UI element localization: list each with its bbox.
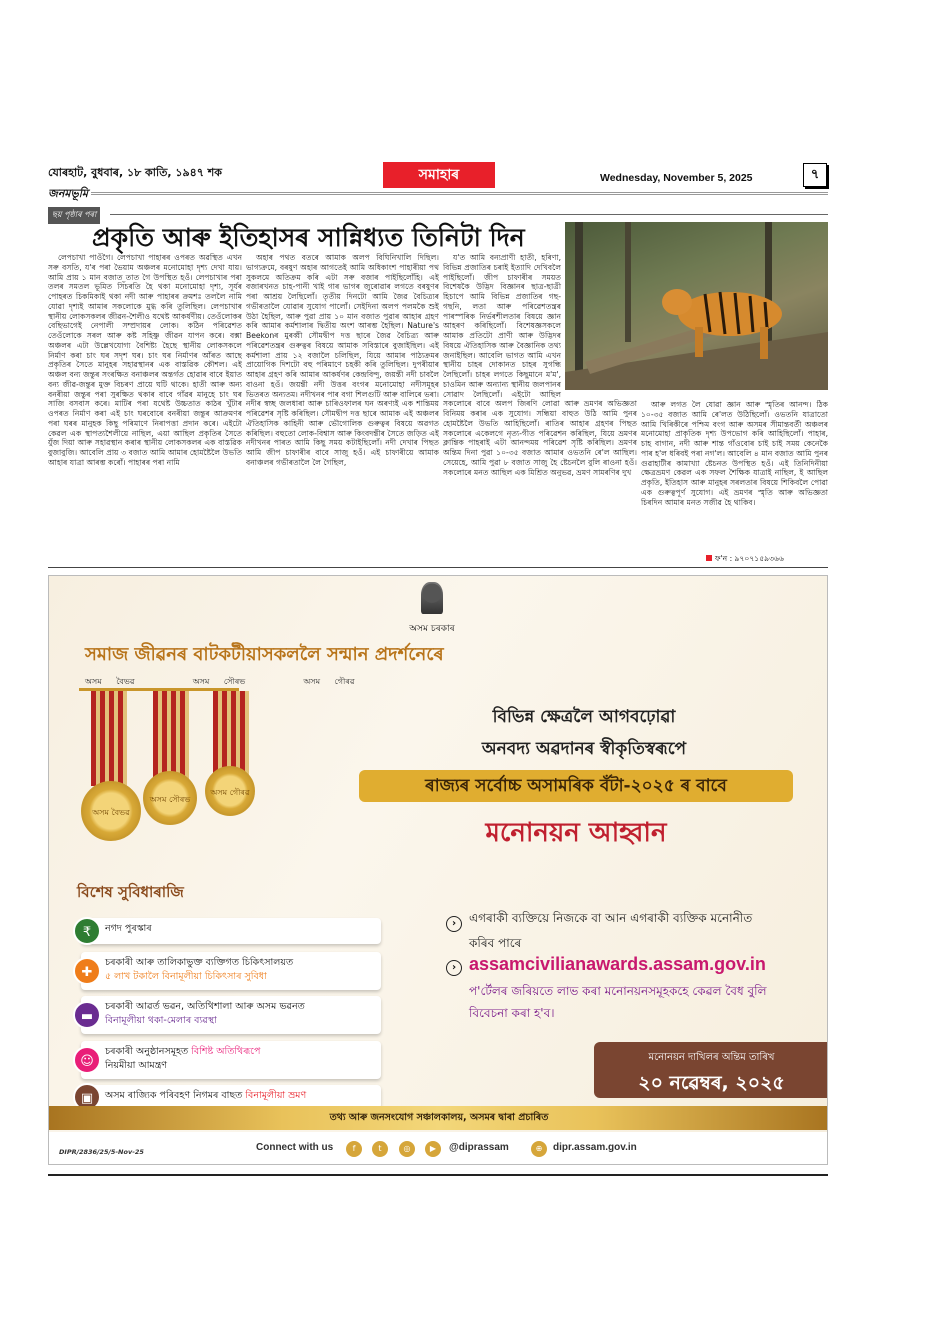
dipr-website-link[interactable]: dipr.assam.gov.in [553,1142,637,1153]
instagram-icon[interactable]: ◎ [399,1141,415,1157]
nominate-text: এগৰাকী ব্যক্তিয়ে নিজকে বা আন এগৰাকী ব্যক্তিক মনোনীত কৰিব পাৰে [469,911,753,950]
civilian-awards-advertisement [48,575,828,1165]
header-rule [48,192,828,195]
benefit-item [81,1041,381,1079]
benefit-text: নগদ পুৰস্কাৰ [105,923,152,934]
author-phone [706,553,784,566]
nomination-call: মনোনয়ন আহ্বান [485,818,667,848]
benefit-text: চৰকাৰী আৰু তালিকাভুক্ত ব্যক্তিগত চিকিৎসালয়ত [105,957,294,968]
awards-website-link[interactable]: assamcivilianawards.assam.gov.in [469,954,766,974]
continued-tag: ছয় পৃষ্ঠাৰ পৰা [48,207,100,224]
benefit-highlight: বিনামূলীয়া ভ্ৰমণ [245,1090,307,1101]
deadline-box [594,1042,828,1098]
benefit-highlight: বিনামূলীয়া থকা-মেলাৰ ব্যৱস্থা [105,1015,217,1026]
article-column-4 [641,400,828,552]
column-text: অহাৰ পথত বতৰে আমাক অলপ বিঘিনিখালি দিছিল। ভাগ্যক্ৰমে, বৰষুণ অহাৰ আগতেই আমি অধিকাংশ পাহাৰীয়া পথ সুকলমে অতিক্ৰম কৰি এটা সৰু বজাৰ পাইছিলোঁহি। এই বজাৰখনত চাহ-পানী খাই গাৰ ভাগৰ জুৰোৱাৰ লগতে বৰষুণৰ পৰা আশ্ৰয় লৈছিলোঁ। তৃতীয় দিনটো আমি জৈৱ বৈচিত্ৰ্যৰ গভীৰতালৈ যোৱাৰ সুযোগ পালোঁ। সেইদিনা অলপ পলমকৈ শুই উঠা হৈছিল, আৰু পুৱা প্ৰায় ১০ মান বজাত পুৱাৰ আহাৰ গ্ৰহণ কৰি আমাৰ কৰ্মশালাৰ দ্বিতীয় অংশ আৰম্ভ হৈছিল। Nature's Beekonৰ মুৰব্বী সৌমদ্বীপ দত্ত ছাৰে জৈৱ বৈচিত্ৰ্য আৰু পৰিৱেশতন্ত্ৰৰ গুৰুত্বৰ বিষয়ে আমাক সবিস্তাৰে বুজাইছিল। এই কৰ্মশালা প্ৰায় ১২ বজালৈ চলিছিল, যিয়ে আমাৰ পাঠ্যক্ৰমৰ প্ৰায়োগিক দিশটো বহু পৰিমাণে চহকী কৰি তুলিছিল। দুপৰীয়াৰ আহাৰ গ্ৰহণ কৰি আমাৰ আকৰ্ষণৰ কেন্দ্ৰবিন্দু, জয়ন্তী নদী চাবলৈ বাওনা হওঁ। জয়ন্তী নদী উত্তৰ বংগৰ মনোমোহা নদীসমূহৰ ভিতৰত অন্যতম। নদীখনৰ পাৰ বগা শিলগুটি আৰু বালিৰে ভৰা। নদীৰ স্বচ্ছ জলধাৰা আৰু চাৰিওফালৰ ঘন অৰণ্যই এক শান্তিময় পৰিৱেশৰ সৃষ্টি কৰিছিল। সৌমদ্বীপ দত্ত ছাৰে আমাক এই অঞ্চলৰ ঐতিহাসিক কাহিনী আৰু ভৌগোলিক গুৰুত্বৰ বিষয়ে অৱগত কৰিছিল। বহুতো লোক-বিশ্বাস আৰু কিংবদন্তীৰ সৈতে জড়িত এই নদীখনৰ পাৰত আমি কিছু সময় কটাইছিলোঁ। নদী দেখাৰ পিছত আমি জীপ চাফাৰীৰ বাবে সাজু হওঁ। এই চাফাৰীয়ে আমাক বনাঞ্চলৰ গভীৰতালৈ লৈ গৈছিল, [246,253,439,467]
hospital-icon: ✚ [73,957,101,985]
medal-name: অসম সৌৰভ [192,677,246,686]
ribbon [91,691,127,786]
publisher-band: তথ্য আৰু জনসংযোগ সঞ্চালকালয়, অসমৰ দ্বাৰা প্ৰচাৰিত [49,1106,828,1130]
benefit-text: নিয়মীয়া আমন্ত্ৰণ [105,1060,168,1071]
benefit-item [81,996,381,1034]
bus-icon: ▣ [73,1083,101,1111]
ad-subtitle-1: বিভিন্ন ক্ষেত্ৰলৈ আগবঢ়োৱা [492,707,676,727]
portal-text: প'ৰ্টেলৰ জৰিয়তে লাভ কৰা মনোনয়নসমূহকহে কেৱল বৈধ বুলি বিবেচনা কৰা হ'ব। [469,984,767,1020]
web-icon: ⊕ [531,1141,547,1157]
benefit-highlight: ৫ লাখ টকালৈ বিনামূলীয়া চিকিৎসাৰ সুবিধা [105,971,267,982]
article-column-1 [48,253,242,565]
benefit-text: চৰকাৰী আৱৰ্ত ভৱন, অতিথিশালা আৰু অসম ভৱনত [105,1001,305,1012]
benefits-title: বিশেষ সুবিধাৰাজি [77,883,184,901]
govt-label: অসম চৰকাৰ [409,624,455,634]
medal-name: অসম বৈভৱ [85,677,135,686]
issue-date-english: Wednesday, November 5, 2025 [600,172,753,184]
national-emblem-icon [421,582,443,614]
guests-icon: ☺ [73,1046,101,1074]
deadline-date: ২০ নৱেম্বৰ, ২০২৫ [638,1072,785,1094]
benefit-text: চৰকাৰী অনুষ্ঠানসমূহত [105,1046,189,1057]
deadline-label: মনোনয়ন দাখিলৰ অন্তিম তাৰিখ [648,1052,775,1063]
cash-icon: ₹ [73,917,101,945]
social-handle[interactable]: @diprassam [449,1142,509,1153]
issue-date-assamese: যোৰহাট, বুধবাৰ, ১৮ কাতি, ১৯৪৭ শক [48,166,222,179]
masthead-logo: জনমভূমি [48,185,91,204]
article-column-3 [443,253,637,565]
benefit-item [81,952,381,990]
article-column-2 [246,253,439,565]
award-banner: ৰাজ্যৰ সৰ্বোচ্চ অসামৰিক বঁটা-২০২৫ ৰ বাবে [359,770,793,802]
bed-icon: ▬ [73,1001,101,1029]
benefit-highlight: বিশিষ্ট অতিথিৰূপে [191,1046,261,1057]
youtube-icon[interactable]: ▶ [425,1141,441,1157]
ad-code: DIPR/2836/25/5-Nov-25 [59,1148,144,1156]
article-headline: প্ৰকৃতি আৰু ইতিহাসৰ সান্নিধ্যত তিনিটা দিন [92,223,525,252]
section-name: সমাহাৰ [383,162,495,188]
column-text: লেপচাখা পাওঁগৈ। লেপচাখা পাহাৰৰ ওপৰত অৱস্থিত এখন সৰু বসতি, য'ৰ পৰা ভৈয়াম অঞ্চলৰ মনোমোহা দৃশ্য দেখা যায়। আমি প্ৰায় ১ মান বজাত তাত গৈ উপস্থিত হওঁ। লেপচাখাৰ পৰা তলৰ সমতল ভূমিত সিঁচৰতি হৈ থকা মনোমোহা দৃশ্য, সূৰ্যৰ পোহৰত চিকমিকাই থকা নদী আৰু পাহাৰৰ ক্ৰমশঃ তললৈ নামি যোৱা দৃশ্যই আমাৰ সকলোকে মুগ্ধ কৰি তুলিছিল। লেপচাখাৰ স্থানীয় লোকসকলৰ জীৱন-শৈলীও যথেষ্ট আকৰ্ষণীয়। তেওঁলোকৰ বেছিভাগেই নেপালী সম্প্ৰদায়ৰ লোক। কঠিন পৰিৱেশত তেওঁলোকে সৰল আৰু কষ্ট সহিষ্ণু জীৱন যাপন কৰে। বক্সা অঞ্চলৰ এটা উল্লেখযোগ্য বৈশিষ্ট্য হৈছে স্থানীয় লোকসকলে নিৰ্মাণ কৰা চাং ঘৰ সদৃশ ঘৰ। চাং ঘৰ নিৰ্মাণৰ আঁৰত আছে প্ৰকৃতিৰ সৈতে মানুহৰ সহাৱস্থানৰ এক বাস্তৱিক কৌশল। এই অঞ্চল বন্য জন্তুৰ সংৰক্ষিত বনাঞ্চলৰ অন্তৰ্গত হোৱাৰ বাবে ইয়াত বন্য জীৱ-জন্তুৰ মুক্ত বিচৰণ প্ৰায়ে ঘটি থাকে। হাতী আৰু অন্য বনৰীয়া জন্তুৰ পৰা সুৰক্ষিত থকাৰ বাবে গাঁৱৰ মানুহে চাং ঘৰ সাজি বসবাস কৰে। মাটিৰ পৰা যথেষ্ট উচ্চতাত কাঠৰ খুঁটাৰ ওপৰত নিৰ্মাণ কৰা এই চাং ঘৰবোৰে বনৰীয়া জন্তুৰ আক্ৰমণৰ পৰা ঘৰৰ মানুহক কিছু পৰিমাণে নিৰাপত্তা প্ৰদান কৰে। এইটো কেৱল এক স্থাপত্যশৈলীয়ে নাছিল, এয়া আছিল প্ৰকৃতিৰ সৈতে যুঁজ দিয়া আৰু সহাৱস্থান কৰাৰ স্থানীয় লোকসকলৰ এক বাস্তৱিক বুজাবুজি। আবেলি প্ৰায় ৩ বজাত আমি আমাৰ হোমষ্টৈলৈ উভতি আহাৰ যাত্ৰা আৰম্ভ কৰোঁ। পাহাৰৰ পৰা নামি [48,253,242,467]
bullet-square [706,555,712,561]
ad-footer [49,1132,828,1165]
article-bottom-rule [48,567,828,568]
article-rule [110,214,828,215]
column-text: আৰু লগত লৈ যোৱা জ্ঞান আৰু স্মৃতিৰ আনন্দ। ঠিক ১০-৩৫ বজাত আমি ৰে'লত উঠিছিলোঁ। ওভতনি যাত্ৰাতো আমি খিৰিকীৰে পশ্চিম বংগ আৰু অসমৰ সীমান্তবৰ্তী অঞ্চলৰ মনোমোহা প্ৰাকৃতিক দৃশ্য উপভোগ কৰি আহিছিলোঁ। পাহাৰ, চাহ বাগান, নদী আৰু শান্ত গাঁওবোৰ চাই চাই সময় কেনেকৈ পাৰ হ'ল ধৰিবই পৰা নগ'ল। আবেলি ৪ মান বজাত আমি পুনৰ গুৱাহাটীৰ কামাখ্যা ষ্টেচনত উপস্থিত হওঁ। এই তিনিদিনীয়া ক্ষেত্ৰভ্ৰমণ কেৱল এক সফল শৈক্ষিক যাত্ৰাই নাছিল, ই আছিল প্ৰকৃতি, ইতিহাস আৰু মানুহৰ সৰলতাৰ বিষয়ে শিকিবলৈ পোৱা এক গুৰুত্বপূৰ্ণ সুযোগ। এই ভ্ৰমণৰ স্মৃতি আৰু অভিজ্ঞতা চিৰদিন আমাৰ মনত সজীৱ হৈ থাকিব। [641,400,828,507]
chevron-right-icon: › [446,960,462,976]
facebook-icon[interactable]: f [346,1141,362,1157]
column-text: য'ত আমি বন্যপ্ৰাণী হাতী, হৰিণা, বিভিন্ন প্ৰজাতিৰ চৰাই ইত্যাদি দেখিবলৈ পাইছিলোঁ। জীপ চাফাৰীৰ সময়ত বিশেষকৈ উদ্ভিদ বিজ্ঞানৰ ছাত্ৰ-ছাত্ৰী হিচাপে আমি বিভিন্ন প্ৰজাতিৰ গছ-গছনি, লতা আৰু পৰিৱেশতন্ত্ৰৰ পাৰস্পৰিক নিৰ্ভৰশীলতাৰ বিষয়ে জ্ঞান আহৰণ কৰিছিলোঁ। বিশেষজ্ঞসকলে আমাক প্ৰতিটো প্ৰাণী আৰু উদ্ভিদৰ বিষয়ে ঐতিহাসিক আৰু বৈজ্ঞানিক তথ্য জনাইছিল। আবেলি ভাগত আমি এখন স্থানীয় চাহৰ দোকানত চাহৰ সুগন্ধি লৈছিলোঁ। চাহৰ লগতে কিছুমানে ম'ম', চাওমিন আৰু অন্যান্য স্থানীয় জলপানৰ সোৱাদ লৈছিলোঁ। এইটো আছিল সকলোৰে বাবে অলপ জিৰণি লোৱা আৰু ভ্ৰমণৰ অভিজ্ঞতা বিনিময় কৰাৰ এক সুযোগ। সন্ধিয়া বাহুত উঠি আমি পুনৰ হোমষ্টৈলৈ উভতি আহিছিলোঁ। ৰাতিৰ আহাৰ গ্ৰহণৰ পিছত সকলোৰে একেলগে নৃত্য-গীত পৰিৱেশন কৰিছিল, যিয়ে ভ্ৰমণৰ ক্লান্তিক পাহৰাই এটা আনন্দময় পৰিৱেশ সৃষ্টি কৰিছিল। ভ্ৰমণৰ অন্তিম দিনা পুৱা ১০-৩৫ বজাত আমাৰ ওভতনি ৰে'ল আছিল। সেয়েহে, আমি পুৱা ৮ বজাত সাজু হৈ ষ্টেচনলৈ বুলি ৰাওনা হওঁ। সকলোৰে মনত আছিল এক মিশ্ৰিত অনুভৱ, ভ্ৰমণ সামৰণিৰ দুখ [443,253,637,477]
ad-subtitle-2: অনবদ্য অৱদানৰ স্বীকৃতিস্বৰূপে [481,739,687,759]
page-bottom-rule [48,1174,828,1176]
medal-name: অসম গৌৰৱ [303,677,355,686]
medal-asom-gaurav: অসম গৌৰৱ [205,766,255,816]
chevron-right-icon: › [446,916,462,932]
benefit-item [81,918,381,944]
medal-asom-saurav: অসম সৌৰভ [143,771,197,825]
medal-asom-baibhav: অসম বৈভৱ [81,781,141,841]
ad-title: সমাজ জীৱনৰ বাটকটীয়াসকললৈ সন্মান প্ৰদৰ্শনেৰে [85,644,444,665]
photo-spacer [561,253,637,398]
benefit-text: অসম ৰাজ্যিক পৰিবহণ নিগমৰ বাছত [105,1090,243,1101]
phone-text: ফ'ন : ৯৭০৭১৫৯৩৬৬ [715,554,784,563]
connect-label: Connect with us [256,1142,334,1153]
twitter-icon[interactable]: t [372,1141,388,1157]
page-number: ৭ [803,163,827,187]
